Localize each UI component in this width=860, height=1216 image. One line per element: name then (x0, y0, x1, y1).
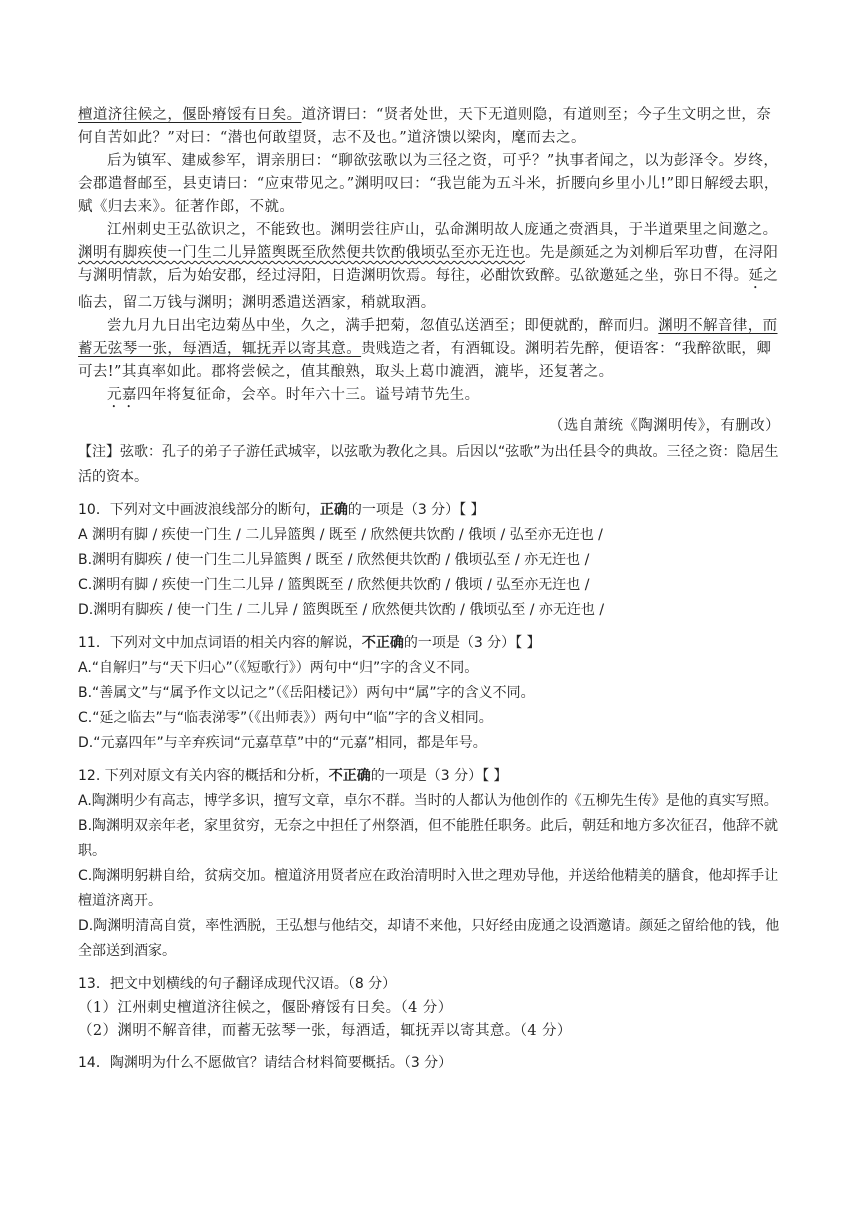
paragraph-text: 。先是颜延之为刘柳后军功曹，在浔阳与渊明情款，后为始安郡，经过浔阳，日造渊明饮焉。每往，必酣饮致醉。弘欲邀延之坐，弥日不得。 (78, 245, 779, 284)
question-stem (78, 631, 784, 656)
option-a: A.“自解归”与“天下归心”（《短歌行》）两句中“归”字的含义不同。 (78, 660, 479, 676)
option-b: B.渊明有脚疾 / 使一门生二儿异篮舆 / 既至 / 欣然便共饮酌 / 俄顷弘至 / 亦无迕也 / (78, 552, 590, 568)
underlined-sentence-2: 渊明不解音律，而蓄无弦琴一张，每酒适，辄抚弄以寄其意。 (78, 318, 778, 357)
source-citation: （选自萧统《陶渊明传》，有删改） (548, 418, 780, 434)
paragraph-text: 尝九月九日出宅边菊丛中坐，久之，满手把菊，忽值弘送酒至；即便就酌，醉而归。 (107, 318, 659, 334)
stem-text: 12. 下列对原文有关内容的概括和分析， (78, 768, 329, 784)
wavy-underlined-sentence: 渊明有脚疾使一门生二儿异篮舆既至欣然便共饮酌俄顷弘至亦无迕也 (78, 245, 525, 261)
passage (78, 104, 784, 438)
passage-paragraph-4 (78, 315, 784, 384)
stem-text: 的一项是（3 分）【 】 (370, 768, 508, 784)
option-d: D.渊明有脚疾 / 使一门生 / 二儿异 / 篮舆既至 / 欣然便共饮酌 / 俄顷弘至 / 亦无迕也 / (78, 602, 605, 618)
dotted-word-yuanjia: 元嘉 (107, 387, 137, 403)
stem-emphasis: 正确 (319, 502, 348, 518)
question-14 (78, 1051, 784, 1076)
question-stem: 13．把文中划横线的句子翻译成现代汉语。（8 分） (78, 976, 397, 992)
stem-text: 11．下列对文中加点词语的相关内容的解说， (78, 635, 362, 651)
translation-item-2: （2）渊明不解音律，而蓄无弦琴一张，每酒适，辄抚弄以寄其意。（4 分） (78, 1023, 572, 1039)
stem-text: 10．下列对文中画波浪线部分的断句， (78, 502, 320, 518)
question-stem (78, 764, 784, 789)
stem-emphasis: 不正确 (328, 768, 371, 784)
passage-paragraph-3 (78, 219, 784, 315)
stem-text: 的一项是（3 分）【 】 (403, 635, 541, 651)
option-b: B.“善属文”与“属予作文以记之”（《岳阳楼记》）两句中“属”字的含义不同。 (78, 685, 535, 701)
option-d: D.陶渊明清高自赏，率性洒脱，王弘想与他结交，却请不来他，只好经由庞通之设酒邀请。颜延之留给他的钱，他全部送到酒家。 (78, 918, 780, 959)
option-c: C.“延之临去”与“临表涕零”（《出师表》）两句中“临”字的含义相同。 (78, 710, 493, 726)
passage-paragraph-1 (78, 104, 784, 150)
paragraph-text: 江州刺史王弘欲识之，不能致也。渊明尝往庐山，弘命渊明故人庞通之赍酒具，于半道栗里之间邀之。 (107, 222, 778, 238)
question-stem: 14．陶渊明为什么不愿做官？请结合材料简要概括。（3 分） (78, 1055, 453, 1071)
passage-paragraph-2: 后为镇军、建威参军，谓亲朋曰：“聊欲弦歌以为三径之资，可乎？”执事者闻之，以为彭泽令。岁终，会郡遣督邮至，县吏请曰：“应束带见之。”渊明叹曰：“我岂能为五斗米，折腰向乡里小儿!”即日解绶去职，赋《归去来》。征著作郎，不就。 (78, 153, 779, 215)
question-stem (78, 498, 784, 523)
paragraph-text: 之临去，留二万钱与渊明；渊明悉遣送酒家，稍就取酒。 (78, 268, 779, 311)
option-b: B.陶渊明双亲年老，家里贫穷，无奈之中担任了州祭酒，但不能胜任职务。此后，朝廷和地方多次征召，他辞不就职。 (78, 818, 779, 859)
question-11 (78, 631, 784, 756)
paragraph-text: 四年将复征命，会卒。时年六十三。谥号靖节先生。 (136, 387, 480, 403)
stem-text: 的一项是（3 分）【 】 (347, 502, 485, 518)
option-c: C.陶渊明躬耕自给，贫病交加。檀道济用贤者应在政治清明时入世之理劝导他，并送给他精美的膳食，他却挥手让檀道济离开。 (78, 868, 779, 909)
option-c: C.渊明有脚 / 疾使一门生二儿异 / 篮舆既至 / 欣然便共饮酌 / 俄顷 / 弘至亦无迕也 / (78, 577, 590, 593)
dotted-word-yan: 延 (748, 268, 764, 284)
paragraph-text: 贵贱造之者，有酒辄设。渊明若先醉，便语客：“我醉欲眠，卿可去!”其真率如此。郡将尝候之，值其酿熟，取头上葛巾漉酒，漉毕，还复著之。 (78, 341, 772, 380)
annotation-note: 【注】弦歌：孔子的弟子子游任武城宰，以弦歌为教化之具。后因以“弦歌”为出任县令的典故。三径之资：隐居生活的资本。 (78, 444, 779, 485)
stem-emphasis: 不正确 (361, 635, 404, 651)
question-13 (78, 972, 784, 1043)
passage-paragraph-5 (78, 384, 784, 411)
option-a: A 渊明有脚 / 疾使一门生 / 二儿异篮舆 / 既至 / 欣然便共饮酌 / 俄顷 / 弘至亦无迕也 / (78, 527, 603, 543)
exam-page (78, 104, 784, 1076)
question-12 (78, 764, 784, 964)
question-10 (78, 498, 784, 623)
underlined-sentence-1: 檀道济往候之，偃卧瘠馁有日矣。 (78, 107, 302, 123)
option-d: D.“元嘉四年”与辛弃疾词“元嘉草草”中的“元嘉”相同，都是年号。 (78, 735, 487, 751)
paragraph-text: 道济谓曰：“贤者处世，天下无道则隐，有道则至；今子生文明之世，奈何自苦如此？”对曰：“潜也何敢望贤，志不及也。”道济馈以梁肉，麾而去之。 (78, 107, 772, 146)
translation-item-1: （1）江州刺史檀道济往候之，偃卧瘠馁有日矣。（4 分） (78, 1000, 453, 1016)
option-a: A.陶渊明少有高志，博学多识，擅写文章，卓尔不群。当时的人都认为他创作的《五柳先生传》是他的真实写照。 (78, 793, 778, 809)
